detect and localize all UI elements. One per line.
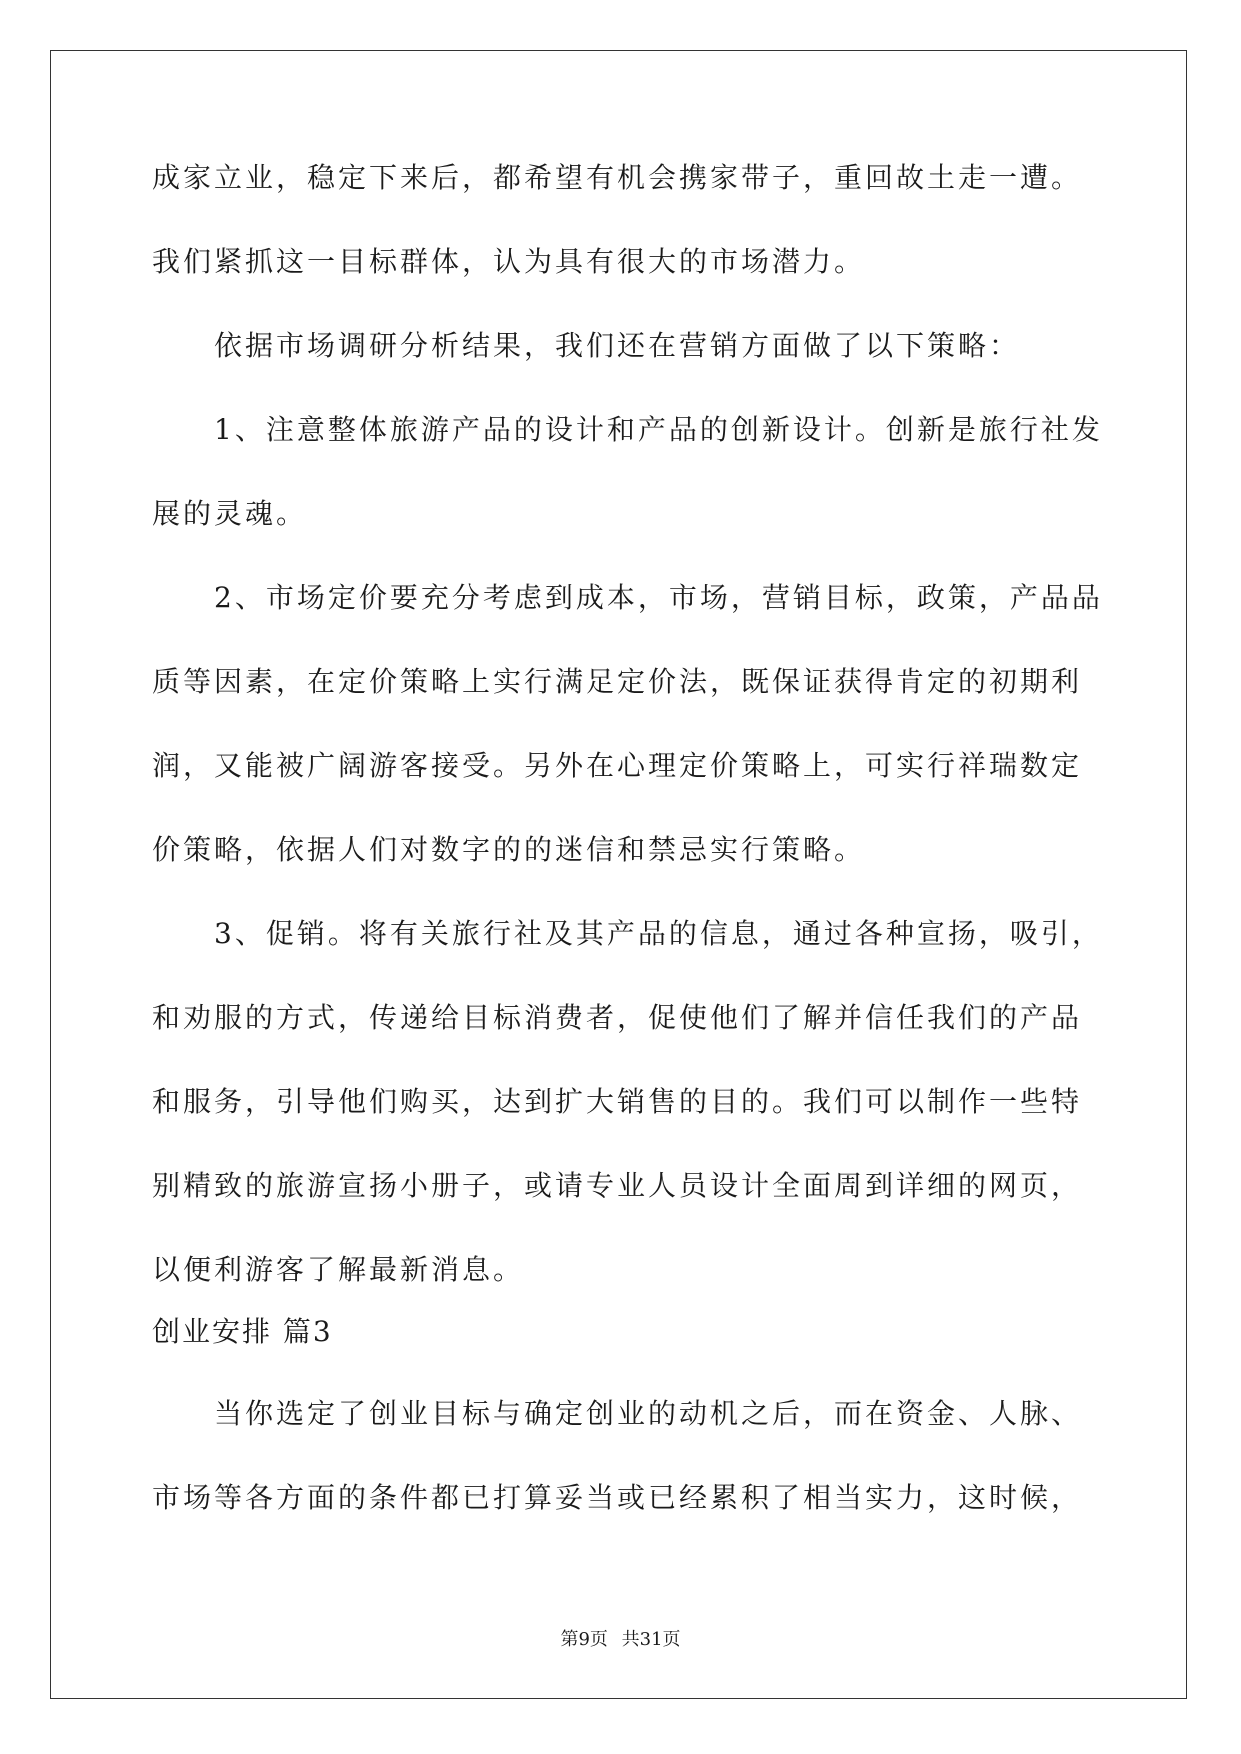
paragraph-line: 以便利游客了解最新消息。 [152,1253,525,1286]
paragraph-line: 依据市场调研分析结果，我们还在营销方面做了以下策略： [214,329,1021,362]
paragraph-line: 当你选定了创业目标与确定创业的动机之后，而在资金、人脉、 [214,1397,1083,1430]
paragraph-line: 3、促销。将有关旅行社及其产品的信息，通过各种宣扬，吸引， [214,917,1103,950]
paragraph-line: 质等因素，在定价策略上实行满足定价法，既保证获得肯定的初期利 [152,665,1083,698]
body-text-2 [152,1398,1092,1566]
paragraph-line: 1、注意整体旅游产品的设计和产品的创新设计。创新是旅行社发 [214,413,1103,446]
page-total: 共31页 [621,1629,681,1650]
paragraph-line: 和服务，引导他们购买，达到扩大销售的目的。我们可以制作一些特 [152,1085,1083,1118]
page-footer [0,1625,1241,1651]
paragraph-line: 价策略，依据人们对数字的的迷信和禁忌实行策略。 [152,833,866,866]
paragraph-line: 润，又能被广阔游客接受。另外在心理定价策略上，可实行祥瑞数定 [152,749,1083,782]
paragraph-line: 和劝服的方式，传递给目标消费者，促使他们了解并信任我们的产品 [152,1001,1083,1034]
section-title: 创业安排 篇3 [152,1315,333,1348]
paragraph-line: 展的灵魂。 [152,497,308,530]
paragraph-line: 别精致的旅游宣扬小册子，或请专业人员设计全面周到详细的网页， [152,1169,1083,1202]
paragraph-line: 我们紧抓这一目标群体，认为具有很大的市场潜力。 [152,245,866,278]
paragraph-line: 市场等各方面的条件都已打算妥当或已经累积了相当实力，这时候， [152,1481,1083,1514]
paragraph-line: 成家立业，稳定下来后，都希望有机会携家带子，重回故土走一遭。 [152,161,1083,194]
page-number: 第9页 [560,1629,608,1650]
body-text [152,161,1103,1338]
paragraph-line: 2、市场定价要充分考虑到成本，市场，营销目标，政策，产品品 [214,581,1103,614]
